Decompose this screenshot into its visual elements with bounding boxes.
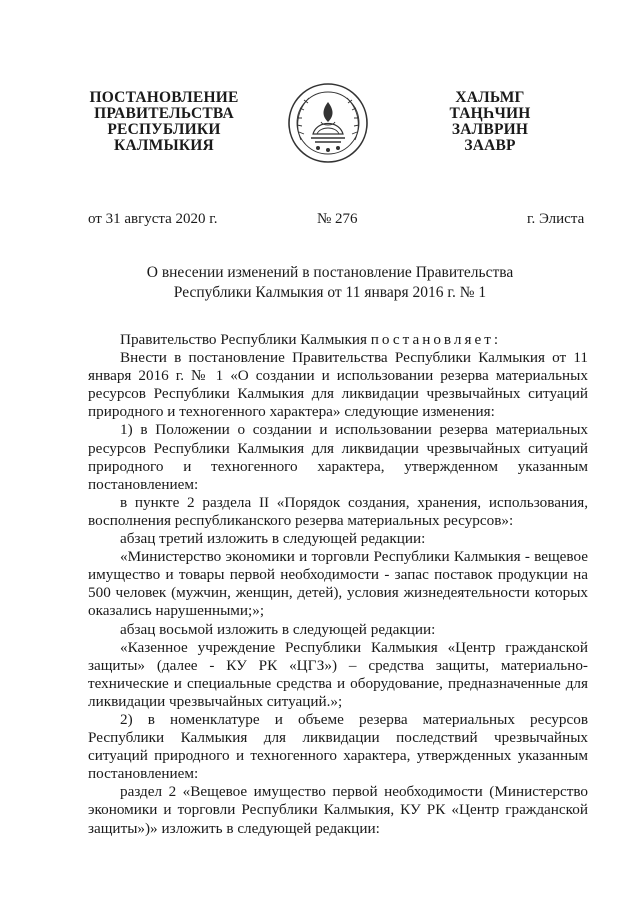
paragraph: абзац восьмой изложить в следующей редакции: xyxy=(120,620,436,638)
header-left-line: РЕСПУБЛИКИ xyxy=(107,121,221,138)
coat-of-arms-emblem xyxy=(287,82,369,164)
header-left-line: ПРАВИТЕЛЬСТВА xyxy=(94,105,234,122)
header-right-line: ТАҢҺЧИН xyxy=(449,105,531,122)
title-line: О внесении изменений в постановление Правительства xyxy=(146,264,514,281)
document-number: № 276 xyxy=(317,211,358,227)
header-left-line: ПОСТАНОВЛЕНИЕ xyxy=(89,89,239,106)
header-right-line: ЗААВР xyxy=(464,137,516,154)
document-title xyxy=(120,263,540,303)
paragraph: Внести в постановление Правительства Республики Калмыкия от 11 января 2016 г. № 1 «О создании и использовании резерва материальных ресурсов Республики Калмыкия для ликвидации чрезвычайных ситуаций природного и техногенного характера» следующие изменения: xyxy=(88,349,588,421)
header-left-line: КАЛМЫКИЯ xyxy=(114,137,214,154)
paragraph: «Казенное учреждение Республики Калмыкия «Центр гражданской защиты» (далее - КУ РК «ЦГЗ») – средства защиты, материально-технические и специальные средства и оборудование, предназначенные для ликвидации чрезвычайных ситуаций.»; xyxy=(88,638,588,710)
paragraph: 1) в Положении о создании и использовании резерва материальных ресурсов Республики Калмыкия для ликвидации чрезвычайных ситуаций природного и техногенного характера, утвержденном указанным постановлением: xyxy=(88,421,588,493)
intro-verb: постановляет: xyxy=(370,331,502,348)
paragraph: 2) в номенклатуре и объеме резерва материальных ресурсов Республики Калмыкия для ликвидации последствий чрезвычайных ситуаций природного и техногенного характера, утвержденных указанным постановлением: xyxy=(88,710,588,783)
intro-paragraph xyxy=(88,331,588,349)
header-right-title xyxy=(426,90,554,154)
header-right-line: ЗАЛВРИН xyxy=(451,121,529,138)
paragraph: раздел 2 «Вещевое имущество первой необходимости (Министерство экономики и торговли Республики Калмыкия, КУ РК «Центр гражданской защиты»)» изложить в следующей редакции: xyxy=(88,783,588,837)
intro-prefix: Правительство Республики Калмыкия xyxy=(120,331,367,348)
document-city: г. Элиста xyxy=(527,211,585,227)
header-left-title xyxy=(78,90,250,154)
paragraph: в пункте 2 раздела II «Порядок создания, хранения, использования, восполнения республиканского резерва материальных ресурсов»: xyxy=(88,493,588,529)
title-line: Республики Калмыкия от 11 января 2016 г. № 1 xyxy=(173,284,487,301)
paragraph: «Министерство экономики и торговли Республики Калмыкия - вещевое имущество и товары первой необходимости - запас поставок продукции на 500 человек (мужчин, женщин, детей), условия жизнедеятельности которых оказались нарушенными;»; xyxy=(88,548,588,620)
document-date: от 31 августа 2020 г. xyxy=(88,211,218,227)
paragraph: абзац третий изложить в следующей редакции: xyxy=(120,530,426,548)
header-right-line: ХАЛЬМГ xyxy=(455,89,525,106)
document-body xyxy=(88,331,588,838)
